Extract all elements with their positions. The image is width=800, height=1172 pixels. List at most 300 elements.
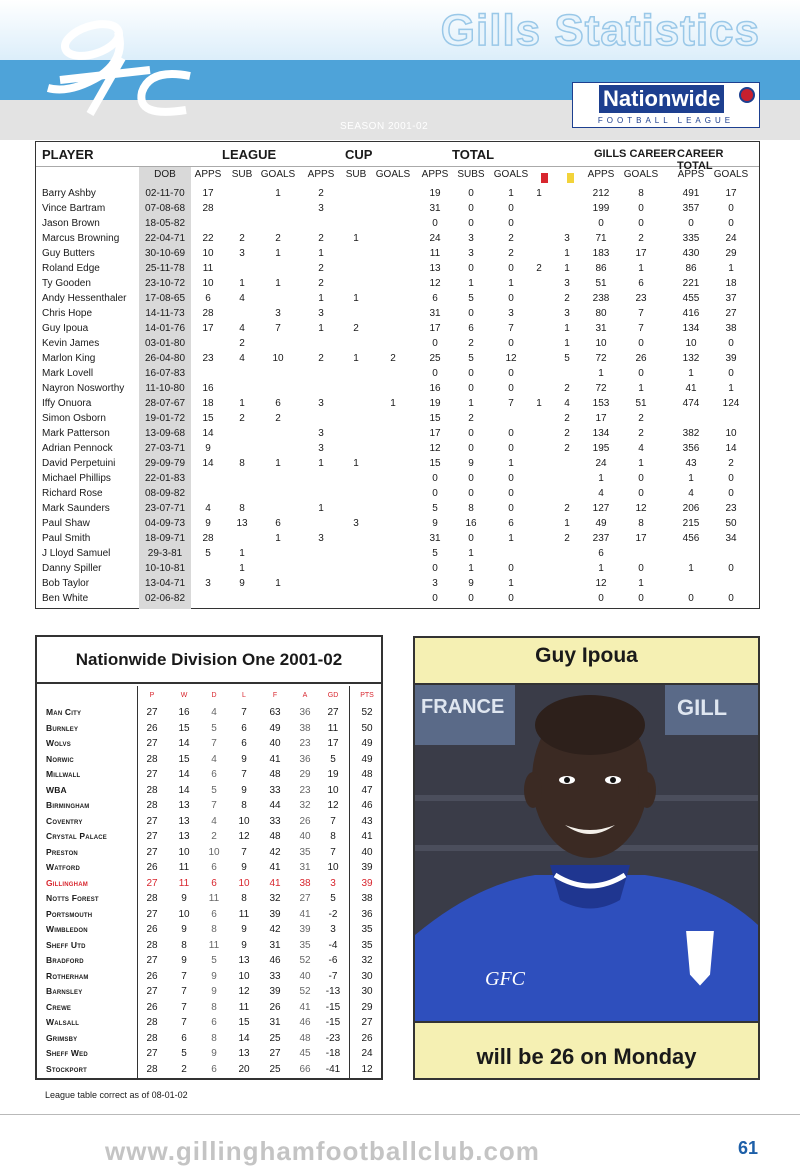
league-cell: 41 bbox=[269, 862, 281, 873]
league-cell: 26 bbox=[146, 970, 158, 982]
league-cell: 27 bbox=[361, 1017, 373, 1028]
league-cell: -4 bbox=[328, 939, 338, 951]
player-name: Simon Osborn bbox=[42, 413, 106, 424]
table-row bbox=[36, 292, 759, 307]
stat-cell: 1 bbox=[598, 563, 604, 574]
gills-career-header: GILLS CAREER bbox=[594, 148, 676, 160]
col-cup-apps: APPS bbox=[307, 169, 335, 180]
league-cell: 9 bbox=[241, 939, 247, 951]
league-cell: 30 bbox=[361, 970, 373, 982]
stat-cell: 12 bbox=[635, 503, 647, 514]
stat-cell: 4 bbox=[239, 293, 245, 304]
league-cell: 27 bbox=[146, 908, 158, 920]
dob-cell: 08-09-82 bbox=[144, 488, 186, 499]
player-name: Richard Rose bbox=[42, 488, 103, 499]
league-cell: -2 bbox=[328, 908, 338, 920]
stat-cell: 3 bbox=[239, 248, 245, 259]
stat-cell: 0 bbox=[432, 473, 438, 484]
league-cell: 7 bbox=[211, 800, 217, 811]
stat-cell: 474 bbox=[682, 398, 700, 409]
stat-cell: 0 bbox=[598, 593, 604, 604]
dob-cell: 30-10-69 bbox=[144, 248, 186, 259]
stat-cell: 2 bbox=[638, 233, 644, 244]
league-cell: 66 bbox=[299, 1063, 311, 1075]
stat-cell: 1 bbox=[508, 278, 514, 289]
league-cell: 29 bbox=[361, 1001, 373, 1013]
league-row bbox=[37, 907, 381, 923]
stat-cell: 382 bbox=[682, 428, 700, 439]
col-career-apps: APPS bbox=[587, 169, 615, 180]
dob-cell: 29-09-79 bbox=[144, 458, 186, 469]
league-cell: 35 bbox=[299, 846, 311, 858]
club-website-link[interactable]: www.gillinghamfootballclub.com bbox=[105, 1136, 540, 1166]
player-name: Michael Phillips bbox=[42, 473, 111, 484]
stat-cell: 7 bbox=[275, 323, 281, 334]
stat-cell: 31 bbox=[595, 323, 607, 334]
stat-cell: 0 bbox=[508, 488, 514, 499]
table-row bbox=[36, 247, 759, 262]
stat-cell: 2 bbox=[239, 233, 245, 244]
league-cell: 10 bbox=[178, 846, 190, 858]
stat-cell: 71 bbox=[595, 233, 607, 244]
table-row bbox=[36, 307, 759, 322]
league-cell: 27 bbox=[146, 707, 158, 718]
league-row bbox=[37, 814, 381, 830]
stat-cell: 491 bbox=[682, 188, 700, 199]
dob-cell: 13-04-71 bbox=[144, 578, 186, 589]
league-cell: 29 bbox=[299, 769, 311, 780]
stat-cell: 17 bbox=[429, 323, 441, 334]
stat-cell: 1 bbox=[508, 188, 514, 199]
stat-cell: 28 bbox=[202, 203, 214, 214]
stat-cell: 153 bbox=[592, 398, 610, 409]
stat-cell: 11 bbox=[429, 248, 441, 259]
stat-cell: 134 bbox=[682, 323, 700, 334]
league-cell: 15 bbox=[178, 753, 190, 765]
dob-cell: 03-01-80 bbox=[144, 338, 186, 349]
league-cell: 11 bbox=[238, 1001, 250, 1013]
stat-cell: 0 bbox=[432, 218, 438, 229]
stat-cell: 17 bbox=[635, 248, 647, 259]
stat-cell: 0 bbox=[468, 593, 474, 604]
team-name: Watford bbox=[46, 862, 80, 872]
stat-cell: 5 bbox=[432, 548, 438, 559]
league-row bbox=[37, 1062, 381, 1078]
stat-cell: 3 bbox=[564, 233, 570, 244]
stat-cell: 3 bbox=[318, 428, 324, 439]
stat-cell: 2 bbox=[564, 503, 570, 514]
league-cell: 10 bbox=[178, 908, 190, 920]
dob-cell: 14-01-76 bbox=[144, 323, 186, 334]
stat-cell: 0 bbox=[638, 338, 644, 349]
table-row bbox=[36, 322, 759, 337]
backdrop-text-right: GILL bbox=[677, 695, 728, 720]
league-cell: 27 bbox=[146, 815, 158, 827]
team-name: Portsmouth bbox=[46, 908, 93, 919]
stat-cell: 1 bbox=[728, 263, 734, 274]
table-row bbox=[36, 412, 759, 427]
league-row bbox=[37, 876, 381, 892]
stat-cell: 132 bbox=[682, 353, 700, 364]
league-cell: 46 bbox=[361, 800, 373, 811]
stat-cell: 1 bbox=[564, 248, 570, 259]
stat-cell: 3 bbox=[468, 248, 474, 259]
stat-cell: 0 bbox=[688, 218, 694, 229]
league-cell: 27 bbox=[269, 1048, 281, 1059]
stat-cell: 23 bbox=[725, 503, 737, 514]
team-name: Preston bbox=[46, 846, 78, 857]
stat-cell: 8 bbox=[468, 503, 474, 514]
stat-cell: 134 bbox=[592, 428, 610, 439]
stat-cell: 2 bbox=[390, 353, 396, 364]
league-cell: 26 bbox=[269, 1001, 281, 1013]
stat-cell: 195 bbox=[592, 443, 610, 454]
league-cell: 9 bbox=[181, 893, 187, 904]
stat-cell: 0 bbox=[728, 338, 734, 349]
player-name: Paul Shaw bbox=[42, 518, 90, 529]
stat-cell: 23 bbox=[202, 353, 214, 364]
page-title: Gills Statistics bbox=[440, 6, 760, 55]
league-cell: 27 bbox=[146, 986, 158, 997]
table-row bbox=[36, 382, 759, 397]
stat-cell: 335 bbox=[682, 233, 700, 244]
league-cell: 26 bbox=[146, 924, 158, 935]
col-cup-goals: GOALS bbox=[375, 169, 411, 180]
feature-player-name: Guy Ipoua bbox=[535, 644, 638, 667]
stat-cell: 12 bbox=[595, 578, 607, 589]
stat-cell: 3 bbox=[468, 233, 474, 244]
stat-cell: 1 bbox=[318, 248, 324, 259]
league-table bbox=[35, 635, 383, 1080]
stat-cell: 237 bbox=[592, 533, 610, 544]
league-cell: 6 bbox=[211, 877, 217, 889]
stat-cell: 2 bbox=[468, 338, 474, 349]
stat-cell: 2 bbox=[239, 338, 245, 349]
team-name: Burnley bbox=[46, 722, 79, 733]
table-row bbox=[36, 367, 759, 382]
stat-cell: 4 bbox=[205, 503, 211, 514]
table-row bbox=[36, 532, 759, 547]
league-cell: 7 bbox=[241, 769, 247, 780]
stat-cell: 1 bbox=[239, 278, 245, 289]
league-cell: 48 bbox=[269, 831, 281, 842]
col-total-career-goals: GOALS bbox=[713, 169, 749, 180]
league-cell: 8 bbox=[241, 800, 247, 811]
table-row bbox=[36, 577, 759, 592]
stat-cell: 14 bbox=[202, 428, 214, 439]
stat-cell: 16 bbox=[202, 383, 214, 394]
stat-cell: 11 bbox=[202, 263, 214, 274]
league-cell: 28 bbox=[146, 784, 158, 796]
league-cell: 15 bbox=[238, 1017, 250, 1028]
league-cell: 31 bbox=[269, 1017, 281, 1028]
stat-cell: 3 bbox=[318, 203, 324, 214]
league-col-header: GD bbox=[327, 692, 339, 699]
team-name: Wimbledon bbox=[46, 924, 88, 934]
league-col-header: F bbox=[272, 692, 278, 699]
team-name: Crystal Palace bbox=[46, 831, 107, 841]
stat-cell: 9 bbox=[205, 443, 211, 454]
stat-cell: 1 bbox=[598, 473, 604, 484]
stat-cell: 199 bbox=[592, 203, 610, 214]
league-cell: 11 bbox=[238, 908, 250, 920]
league-cell: 45 bbox=[299, 1048, 311, 1059]
league-col-header: A bbox=[302, 692, 308, 699]
league-cell: 28 bbox=[146, 893, 158, 904]
stat-cell: 28 bbox=[202, 533, 214, 544]
league-cell: 24 bbox=[361, 1048, 373, 1059]
table-row bbox=[36, 187, 759, 202]
league-cell: 27 bbox=[299, 893, 311, 904]
stat-cell: 1 bbox=[275, 578, 281, 589]
stat-cell: 0 bbox=[508, 443, 514, 454]
league-cell: 27 bbox=[146, 877, 158, 889]
stat-cell: 2 bbox=[536, 263, 542, 274]
league-cell: 41 bbox=[299, 1001, 311, 1013]
stat-cell: 16 bbox=[429, 383, 441, 394]
stat-cell: 2 bbox=[638, 413, 644, 424]
league-cell: 13 bbox=[178, 800, 190, 811]
team-name: Norwic bbox=[46, 753, 74, 764]
stat-cell: 0 bbox=[468, 443, 474, 454]
stat-cell: 2 bbox=[564, 383, 570, 394]
stat-cell: 1 bbox=[468, 398, 474, 409]
league-cell: 5 bbox=[330, 753, 336, 765]
league-cell: 6 bbox=[211, 908, 217, 920]
stat-cell: 10 bbox=[202, 248, 214, 259]
stat-cell: 0 bbox=[638, 368, 644, 379]
stat-cell: 124 bbox=[722, 398, 740, 409]
stat-cell: 2 bbox=[239, 413, 245, 424]
league-cell: 8 bbox=[211, 924, 217, 935]
dob-cell: 18-05-82 bbox=[144, 218, 186, 229]
league-cell: 28 bbox=[146, 753, 158, 765]
stat-cell: 2 bbox=[318, 188, 324, 199]
stat-cell: 8 bbox=[638, 188, 644, 199]
league-row bbox=[37, 860, 381, 876]
league-cell: 23 bbox=[299, 738, 311, 749]
stat-cell: 1 bbox=[564, 323, 570, 334]
table-row bbox=[36, 472, 759, 487]
league-row bbox=[37, 1046, 381, 1062]
table-row bbox=[36, 217, 759, 232]
league-cell: 9 bbox=[241, 753, 247, 765]
league-cell: 8 bbox=[241, 893, 247, 904]
team-name: Barnsley bbox=[46, 986, 83, 996]
player-name: Mark Patterson bbox=[42, 428, 110, 439]
league-cell: 41 bbox=[269, 877, 281, 889]
stat-cell: 0 bbox=[432, 488, 438, 499]
stat-cell: 6 bbox=[275, 398, 281, 409]
stat-cell: 3 bbox=[508, 308, 514, 319]
league-cell: 42 bbox=[269, 846, 281, 858]
col-total-career-apps: APPS bbox=[677, 169, 705, 180]
league-cell: 32 bbox=[269, 893, 281, 904]
club-logo bbox=[30, 18, 200, 128]
league-col-header: PTS bbox=[360, 692, 374, 699]
stat-cell: 34 bbox=[725, 533, 737, 544]
team-name: Sheff Wed bbox=[46, 1048, 88, 1058]
stat-cell: 25 bbox=[429, 353, 441, 364]
stat-cell: 206 bbox=[682, 503, 700, 514]
league-cell: 26 bbox=[146, 722, 158, 734]
stat-cell: 0 bbox=[508, 593, 514, 604]
league-row bbox=[37, 953, 381, 969]
stat-cell: 26 bbox=[635, 353, 647, 364]
league-cell: 9 bbox=[241, 862, 247, 873]
league-cell: 7 bbox=[181, 1001, 187, 1013]
stat-cell: 2 bbox=[564, 428, 570, 439]
player-name: Ben White bbox=[42, 593, 89, 604]
stat-cell: 0 bbox=[638, 218, 644, 229]
league-cell: 2 bbox=[211, 831, 217, 842]
stat-cell: 3 bbox=[353, 518, 359, 529]
table-row bbox=[36, 232, 759, 247]
league-cell: 9 bbox=[211, 1048, 217, 1059]
stat-cell: 0 bbox=[468, 383, 474, 394]
league-cell: 14 bbox=[178, 769, 190, 780]
league-cell: 27 bbox=[146, 846, 158, 858]
stat-cell: 2 bbox=[318, 233, 324, 244]
stat-cell: 5 bbox=[468, 293, 474, 304]
league-cell: 49 bbox=[269, 722, 281, 734]
stat-cell: 1 bbox=[353, 233, 359, 244]
league-cell: 27 bbox=[146, 1048, 158, 1059]
table-row bbox=[36, 487, 759, 502]
league-cell: 38 bbox=[361, 893, 373, 904]
league-cell: 27 bbox=[146, 738, 158, 749]
stat-cell: 0 bbox=[508, 218, 514, 229]
stat-cell: 1 bbox=[353, 293, 359, 304]
stat-cell: 15 bbox=[202, 413, 214, 424]
league-cell: 10 bbox=[238, 970, 250, 982]
stat-cell: 9 bbox=[205, 518, 211, 529]
stat-cell: 1 bbox=[318, 293, 324, 304]
stat-cell: 1 bbox=[638, 458, 644, 469]
league-cell: 27 bbox=[146, 955, 158, 966]
league-cell: 27 bbox=[146, 769, 158, 780]
stat-cell: 0 bbox=[468, 488, 474, 499]
player-name: Vince Bartram bbox=[42, 203, 106, 214]
stat-cell: 80 bbox=[595, 308, 607, 319]
team-name: Man City bbox=[46, 707, 82, 717]
stat-cell: 31 bbox=[429, 308, 441, 319]
table-row bbox=[36, 547, 759, 562]
team-name: Coventry bbox=[46, 815, 83, 826]
league-cell: 6 bbox=[211, 1017, 217, 1028]
league-cell: 39 bbox=[361, 877, 373, 889]
dob-cell: 13-09-68 bbox=[144, 428, 186, 439]
stat-cell: 10 bbox=[272, 353, 284, 364]
player-name: David Perpetuini bbox=[42, 458, 116, 469]
stat-cell: 1 bbox=[536, 188, 542, 199]
stat-cell: 0 bbox=[508, 263, 514, 274]
dob-cell: 02-06-82 bbox=[144, 593, 186, 604]
league-cell: 9 bbox=[181, 924, 187, 935]
league-cell: 42 bbox=[269, 924, 281, 935]
league-cell: 48 bbox=[299, 1032, 311, 1044]
stat-cell: 49 bbox=[595, 518, 607, 529]
stat-cell: 1 bbox=[318, 323, 324, 334]
stats-group-header bbox=[36, 142, 759, 172]
stat-cell: 6 bbox=[638, 278, 644, 289]
stat-cell: 1 bbox=[688, 563, 694, 574]
league-cell: 8 bbox=[181, 939, 187, 951]
player-name: Nayron Nosworthy bbox=[42, 383, 125, 394]
dob-cell: 27-03-71 bbox=[144, 443, 186, 454]
league-cell: 12 bbox=[238, 831, 250, 842]
col-career-goals: GOALS bbox=[623, 169, 659, 180]
stat-cell: 38 bbox=[725, 323, 737, 334]
stat-cell: 1 bbox=[353, 353, 359, 364]
stat-cell: 0 bbox=[728, 488, 734, 499]
team-name: Sheff Utd bbox=[46, 939, 86, 950]
league-row bbox=[37, 938, 381, 954]
col-dob: DOB bbox=[154, 169, 176, 180]
league-row bbox=[37, 891, 381, 907]
team-name: Notts Forest bbox=[46, 893, 99, 903]
league-cell: 11 bbox=[208, 893, 220, 904]
stat-cell: 0 bbox=[468, 263, 474, 274]
league-cell: 43 bbox=[361, 815, 373, 827]
table-row bbox=[36, 502, 759, 517]
league-cell: 10 bbox=[327, 784, 339, 796]
league-cell: 27 bbox=[327, 707, 339, 718]
league-rows bbox=[37, 705, 381, 1077]
stat-cell: 10 bbox=[595, 338, 607, 349]
table-row bbox=[36, 337, 759, 352]
stat-cell: 0 bbox=[508, 368, 514, 379]
stat-cell: 221 bbox=[682, 278, 700, 289]
backdrop-text-left: FRANCE bbox=[421, 696, 505, 718]
stat-cell: 31 bbox=[429, 533, 441, 544]
league-cell: -18 bbox=[325, 1048, 341, 1059]
league-cell: 13 bbox=[178, 815, 190, 827]
league-cell: -7 bbox=[328, 970, 338, 982]
stat-cell: 15 bbox=[429, 458, 441, 469]
table-row bbox=[36, 427, 759, 442]
league-cell: 13 bbox=[178, 831, 190, 842]
league-cell: 49 bbox=[361, 753, 373, 765]
league-row bbox=[37, 736, 381, 752]
league-cell: 44 bbox=[269, 800, 281, 811]
stat-cell: 1 bbox=[688, 473, 694, 484]
stat-cell: 0 bbox=[508, 503, 514, 514]
league-cell: 2 bbox=[181, 1063, 187, 1075]
league-cell: 28 bbox=[146, 1063, 158, 1075]
league-cell: 38 bbox=[299, 877, 311, 889]
player-name: Guy Butters bbox=[42, 248, 95, 259]
league-cell: 9 bbox=[181, 955, 187, 966]
league-cell: 25 bbox=[269, 1032, 281, 1044]
stat-cell: 0 bbox=[508, 293, 514, 304]
stat-cell: 183 bbox=[592, 248, 610, 259]
stat-cell: 0 bbox=[432, 593, 438, 604]
sponsor-name: Nationwide bbox=[599, 85, 724, 113]
league-cell: 25 bbox=[269, 1063, 281, 1075]
league-cell: 9 bbox=[241, 784, 247, 796]
stat-cell: 7 bbox=[638, 323, 644, 334]
col-total-subs: SUBS bbox=[457, 169, 485, 180]
stat-cell: 3 bbox=[318, 443, 324, 454]
league-cell: 39 bbox=[361, 862, 373, 873]
shirt-badge: GFC bbox=[485, 968, 525, 990]
league-cell: 12 bbox=[361, 1063, 373, 1075]
league-cell: -23 bbox=[325, 1032, 341, 1044]
stat-cell: 2 bbox=[468, 413, 474, 424]
league-header: LEAGUE bbox=[222, 147, 277, 162]
season-label: SEASON 2001-02 bbox=[340, 121, 429, 132]
